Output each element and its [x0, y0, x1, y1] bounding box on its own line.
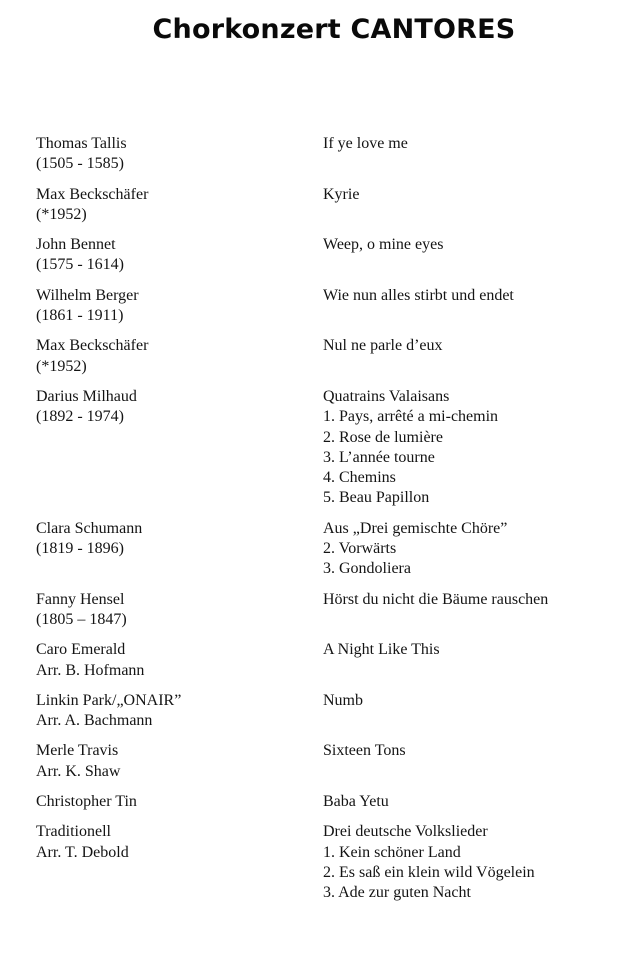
program-item — [36, 387, 626, 509]
composer-info — [36, 519, 323, 580]
work-title: Quatrains Valaisans — [323, 387, 450, 405]
composer-info — [36, 235, 323, 276]
composer-name: Linkin Park/„ONAIR” — [36, 691, 182, 709]
work-info — [323, 590, 626, 631]
work-movement: 1. Pays, arrêté a mi-chemin — [323, 408, 499, 426]
program-item — [36, 286, 626, 327]
page-title: Chorkonzert CANTORES — [152, 14, 516, 45]
work-movement: 3. Gondoliera — [323, 560, 411, 578]
composer-name: Caro Emerald — [36, 641, 126, 659]
work-info — [323, 792, 626, 812]
composer-detail: (1861 - 1911) — [36, 307, 124, 325]
composer-info — [36, 741, 323, 782]
work-movement: 2. Vorwärts — [323, 540, 397, 558]
composer-detail: (1575 - 1614) — [36, 256, 124, 274]
program-item — [36, 336, 626, 377]
composer-detail: (1805 – 1847) — [36, 610, 127, 628]
program-item — [36, 640, 626, 681]
work-title: Sixteen Tons — [323, 742, 406, 760]
composer-info — [36, 640, 323, 681]
work-title: A Night Like This — [323, 641, 440, 659]
program-item — [36, 134, 626, 175]
program-item — [36, 235, 626, 276]
composer-name: Fanny Hensel — [36, 590, 125, 608]
composer-name: Christopher Tin — [36, 793, 137, 811]
work-info — [323, 286, 626, 327]
work-info — [323, 741, 626, 782]
work-movement: 1. Kein schöner Land — [323, 843, 461, 861]
program-item — [36, 822, 626, 903]
work-info — [323, 134, 626, 175]
work-info — [323, 185, 626, 226]
composer-detail: (1505 - 1585) — [36, 155, 124, 173]
composer-name: Max Beckschäfer — [36, 337, 149, 355]
work-title: Weep, o mine eyes — [323, 236, 444, 254]
composer-info — [36, 822, 323, 903]
program-item — [36, 185, 626, 226]
program-item — [36, 590, 626, 631]
composer-detail: Arr. A. Bachmann — [36, 712, 153, 730]
work-info — [323, 640, 626, 681]
work-title: Aus „Drei gemischte Chöre” — [323, 519, 508, 537]
composer-detail: (1892 - 1974) — [36, 408, 124, 426]
work-info — [323, 336, 626, 377]
work-title: If ye love me — [323, 135, 408, 152]
work-title: Wie nun alles stirbt und endet — [323, 286, 514, 304]
composer-name: Clara Schumann — [36, 519, 143, 537]
composer-info — [36, 691, 323, 732]
composer-info — [36, 286, 323, 327]
composer-name: Thomas Tallis — [36, 135, 127, 152]
composer-info — [36, 185, 323, 226]
work-movement: 2. Rose de lumière — [323, 428, 443, 446]
composer-name: Merle Travis — [36, 742, 119, 760]
work-movement: 3. L’année tourne — [323, 448, 435, 466]
work-info — [323, 822, 626, 903]
composer-name: Max Beckschäfer — [36, 185, 149, 203]
composer-detail: (*1952) — [36, 357, 87, 375]
composer-info — [36, 387, 323, 509]
composer-info — [36, 336, 323, 377]
program-item — [36, 691, 626, 732]
composer-detail: (*1952) — [36, 205, 87, 223]
concert-program — [36, 134, 626, 914]
work-info — [323, 519, 626, 580]
work-title: Drei deutsche Volkslieder — [323, 823, 488, 841]
composer-info — [36, 792, 323, 812]
program-item — [36, 741, 626, 782]
work-info — [323, 691, 626, 732]
work-title: Baba Yetu — [323, 793, 389, 811]
program-item — [36, 792, 626, 812]
composer-name: John Bennet — [36, 236, 116, 254]
work-movement: 2. Es saß ein klein wild Vögelein — [323, 863, 535, 881]
composer-detail: Arr. B. Hofmann — [36, 661, 145, 679]
composer-name: Traditionell — [36, 823, 111, 841]
work-info — [323, 235, 626, 276]
composer-name: Darius Milhaud — [36, 387, 137, 405]
composer-info — [36, 134, 323, 175]
work-movement: 4. Chemins — [323, 469, 396, 487]
program-item — [36, 519, 626, 580]
composer-detail: Arr. T. Debold — [36, 843, 129, 861]
work-title: Numb — [323, 691, 363, 709]
work-title: Nul ne parle d’eux — [323, 337, 443, 355]
work-movement: 5. Beau Papillon — [323, 489, 430, 507]
composer-name: Wilhelm Berger — [36, 286, 139, 304]
work-title: Hörst du nicht die Bäume rauschen — [323, 590, 549, 608]
composer-detail: (1819 - 1896) — [36, 540, 124, 558]
work-title: Kyrie — [323, 185, 360, 203]
work-info — [323, 387, 626, 509]
work-movement: 3. Ade zur guten Nacht — [323, 884, 471, 902]
composer-info — [36, 590, 323, 631]
composer-detail: Arr. K. Shaw — [36, 762, 121, 780]
